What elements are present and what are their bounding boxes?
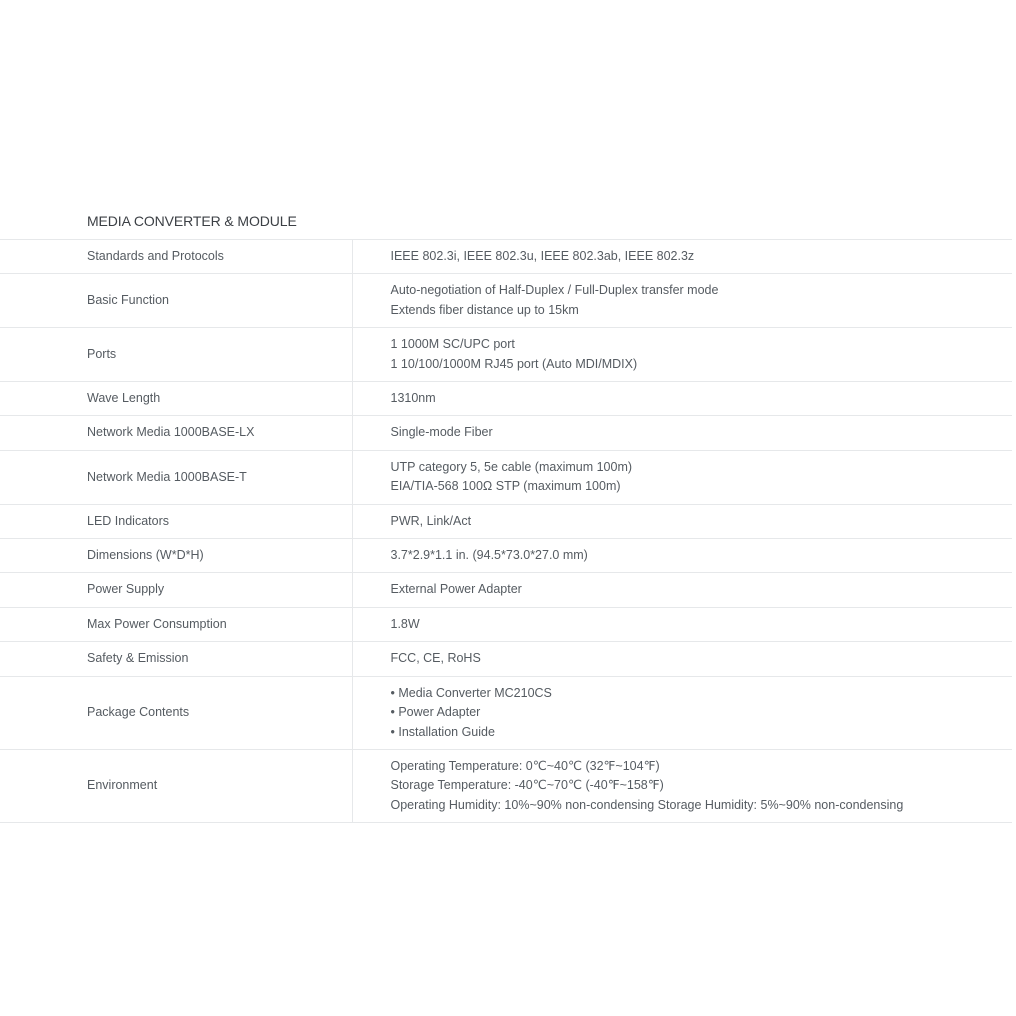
spec-value [352,416,1012,450]
spec-value [352,274,1012,328]
spec-value-line: 1 1000M SC/UPC port [390,337,515,352]
spec-row [0,642,1012,676]
section-title: MEDIA CONVERTER & MODULE [87,213,297,229]
spec-label: Network Media 1000BASE-T [0,450,352,504]
spec-label: Environment [0,749,352,822]
spec-value-line: PWR, Link/Act [390,513,472,528]
spec-value-line: IEEE 802.3i, IEEE 802.3u, IEEE 802.3ab, IEEE 802.3z [390,249,695,263]
spec-label: Basic Function [0,274,352,328]
spec-label: Standards and Protocols [0,240,352,274]
spec-value [352,328,1012,382]
spec-row [0,450,1012,504]
spec-row [0,328,1012,382]
spec-label: Dimensions (W*D*H) [0,539,352,573]
spec-value [352,749,1012,822]
spec-value-line: Operating Temperature: 0℃~40℃ (32℉~104℉) [390,758,660,773]
spec-row [0,749,1012,822]
spec-value-line: Storage Temperature: -40℃~70℃ (-40℉~158℉) [390,778,664,793]
spec-row [0,676,1012,749]
spec-value-line: EIA/TIA-568 100Ω STP (maximum 100m) [390,479,621,494]
spec-value [352,539,1012,573]
spec-row [0,607,1012,641]
spec-value-line: • Installation Guide [390,724,495,739]
spec-value-line: 1 10/100/1000M RJ45 port (Auto MDI/MDIX) [390,356,638,371]
spec-row [0,573,1012,607]
spec-label: Wave Length [0,382,352,416]
spec-label: Max Power Consumption [0,607,352,641]
spec-value [352,382,1012,416]
spec-value [352,240,1012,274]
spec-value [352,450,1012,504]
spec-value-line: External Power Adapter [390,582,522,597]
spec-row [0,539,1012,573]
spec-table [0,239,1012,823]
spec-value-line: Operating Humidity: 10%~90% non-condensing Storage Humidity: 5%~90% non-condensing [390,797,904,812]
spec-label: Safety & Emission [0,642,352,676]
spec-value-line: • Media Converter MC210CS [390,685,552,700]
spec-table-body [0,240,1012,823]
spec-label: Ports [0,328,352,382]
spec-value-line: Single-mode Fiber [390,425,493,440]
spec-row [0,504,1012,538]
spec-value-line: FCC, CE, RoHS [390,651,481,666]
spec-value-line: • Power Adapter [390,705,481,720]
spec-row [0,240,1012,274]
spec-row [0,416,1012,450]
spec-label: Power Supply [0,573,352,607]
spec-value-line: 3.7*2.9*1.1 in. (94.5*73.0*27.0 mm) [390,548,588,563]
spec-label: LED Indicators [0,504,352,538]
spec-value-line: Extends fiber distance up to 15km [390,302,579,317]
spec-value [352,676,1012,749]
spec-value-line: Auto-negotiation of Half-Duplex / Full-Duplex transfer mode [390,283,719,298]
spec-value [352,642,1012,676]
spec-value [352,504,1012,538]
spec-section [0,208,1012,823]
spec-label: Network Media 1000BASE-LX [0,416,352,450]
spec-row [0,274,1012,328]
spec-value-line: 1.8W [390,616,420,631]
spec-label: Package Contents [0,676,352,749]
spec-value [352,607,1012,641]
spec-value [352,573,1012,607]
spec-value-line: UTP category 5, 5e cable (maximum 100m) [390,459,633,474]
spec-row [0,382,1012,416]
spec-value-line: 1310nm [390,391,436,406]
